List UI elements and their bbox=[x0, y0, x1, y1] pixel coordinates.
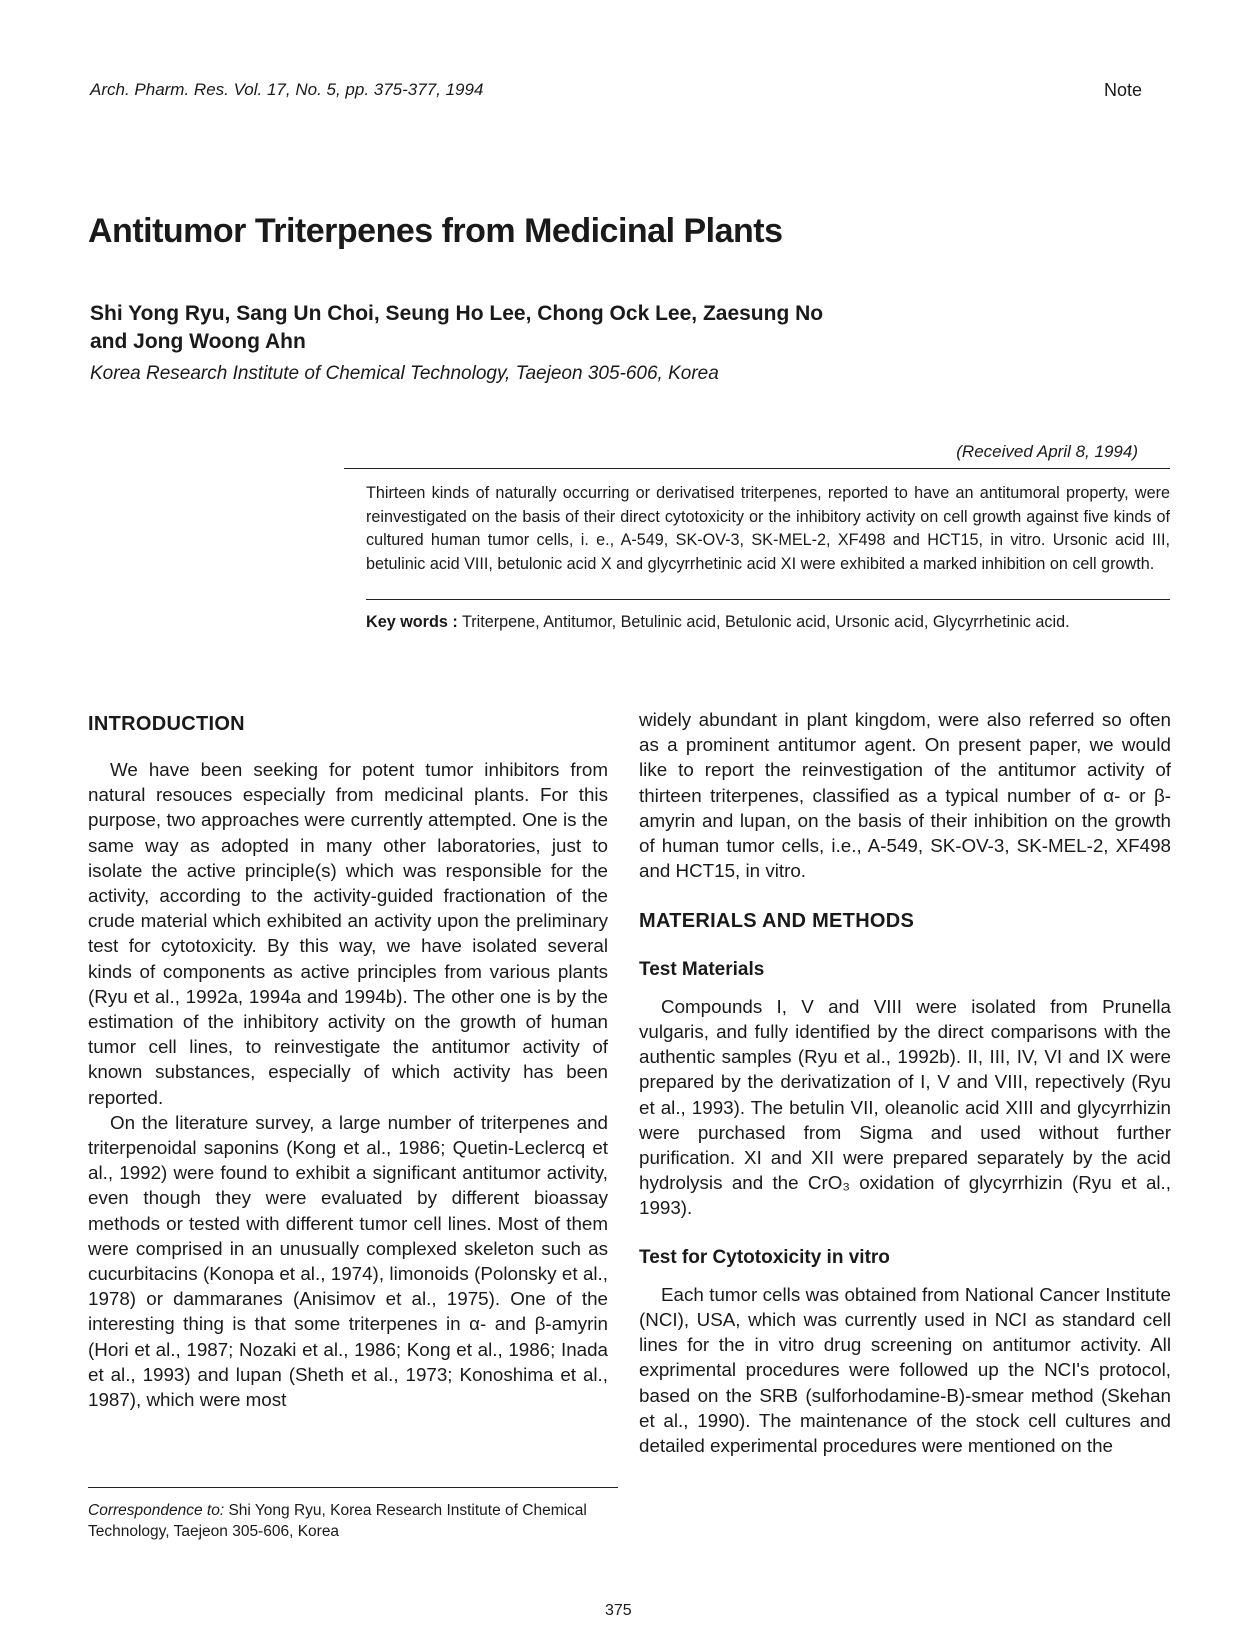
author-list bbox=[90, 300, 1090, 356]
article-title: Antitumor Triterpenes from Medicinal Plants bbox=[88, 212, 783, 250]
left-column bbox=[88, 730, 608, 1412]
abstract-top-rule bbox=[344, 468, 1170, 469]
methods-paragraph-2: Each tumor cells was obtained from National Cancer Institute (NCI), USA, which was currently used in NCI as standard cell lines for the in vitro drug screening on antitumor activity. All exprimental procedures were followed up the NCI's protocol, based on the SRB (sulforhodamine-B)-smear method (Skehan et al., 1990). The maintenance of the stock cell cultures and detailed experimental procedures were mentioned on the bbox=[639, 1283, 1171, 1457]
keywords-text: Triterpene, Antitumor, Betulinic acid, Betulonic acid, Ursonic acid, Glycyrrhetinic acid. bbox=[461, 613, 1070, 631]
footnote-rule bbox=[88, 1487, 618, 1488]
keywords-label: Key words : bbox=[366, 613, 458, 631]
introduction-heading: INTRODUCTION bbox=[88, 713, 245, 735]
intro-paragraph-2: On the literature survey, a large number of triterpenes and triterpenoidal saponins (Kong et al., 1986; Quetin-Leclercq et al., 1992) were found to exhibit a significant antitumor activity, even though they were evaluated by different bioassay methods or tested with different tumor cell lines. Most of them were comprised in an unusually complexed skeleton such as cucurbitacins (Konopa et al., 1974), limonoids (Polonsky et al., 1978) or dammaranes (Anisimov et al., 1975). One of the interesting thing is that some triterpenes in α- and β-amyrin (Hori et al., 1987; Nozaki et al., 1986; Kong et al., 1986; Inada et al., 1993) and lupan (Sheth et al., 1973; Konoshima et al., 1987), which were most bbox=[88, 1111, 608, 1411]
footnote-label: Correspondence to: bbox=[88, 1502, 225, 1519]
methods-heading: MATERIALS AND METHODS bbox=[639, 910, 915, 933]
authors-line-1: Shi Yong Ryu, Sang Un Choi, Seung Ho Lee, Chong Ock Lee, Zaesung No bbox=[90, 302, 824, 325]
test-materials-heading: Test Materials bbox=[639, 958, 765, 980]
received-date: (Received April 8, 1994) bbox=[956, 442, 1138, 461]
journal-citation: Arch. Pharm. Res. Vol. 17, No. 5, pp. 375-377, 1994 bbox=[90, 80, 484, 99]
correspondence-footnote bbox=[88, 1500, 618, 1542]
right-column bbox=[639, 707, 1171, 1458]
authors-line-2: and Jong Woong Ahn bbox=[90, 330, 306, 353]
cytotoxicity-heading: Test for Cytotoxicity in vitro bbox=[639, 1246, 890, 1268]
keywords bbox=[366, 611, 1170, 635]
abstract: Thirteen kinds of naturally occurring or derivatised triterpenes, reported to have an antitumoral property, were reinvestigated on the basis of their direct cytotoxicity or the inhibitory activity on cell growth against five kinds of cultured human tumor cells, i. e., A-549, SK-OV-3, SK-MEL-2, XF498 and HCT15, in vitro. Ursonic acid III, betulinic acid VIII, betulonic acid X and glycyrrhetinic acid XI were exhibited a marked inhibition on cell growth. bbox=[366, 484, 1170, 573]
article-type-label: Note bbox=[1103, 80, 1142, 100]
intro-paragraph-1: We have been seeking for potent tumor inhibitors from natural resouces especially from medicinal plants. For this purpose, two approaches were currently attempted. One is the same way as adopted in many other laboratories, just to isolate the active principle(s) which was responsible for the activity, according to the activity-guided fractionation of the crude material which exhibited an activity upon the preliminary test for cytotoxicity. By this way, we have isolated several kinds of components as active principles from various plants (Ryu et al., 1992a, 1994a and 1994b). The other one is by the estimation of the inhibitory activity on the growth of human tumor cell lines, to reinvestigate the antitumor activity of known substances, especially of which activity has been reported. bbox=[88, 759, 608, 1108]
intro-paragraph-3: widely abundant in plant kingdom, were also referred so often as a prominent antitumor agent. On present paper, we would like to report the reinvestigation of the antitumor activity of thirteen triterpenes, classified as a typical number of α- or β-amyrin and lupan, on the basis of their inhibition on the growth of human tumor cells, i.e., A-549, SK-OV-3, SK-MEL-2, XF498 and HCT15, in vitro. bbox=[639, 709, 1171, 882]
keywords-rule bbox=[366, 599, 1170, 600]
footnote-text: Shi Yong Ryu, Korea Research Institute of Chemical Technology, Taejeon 305-606, Korea bbox=[88, 1502, 587, 1540]
affiliation: Korea Research Institute of Chemical Technology, Taejeon 305-606, Korea bbox=[90, 363, 719, 384]
page-number: 375 bbox=[605, 1602, 632, 1619]
methods-paragraph-1: Compounds I, V and VIII were isolated from Prunella vulgaris, and fully identified by the direct comparisons with the authentic samples (Ryu et al., 1992b). II, III, IV, VI and IX were prepared by the derivatization of I, V and VIII, repectively (Ryu et al., 1993). The betulin VII, oleanolic acid XIII and glycyrrhizin were purchased from Sigma and used without further purification. XI and XII were prepared separately by the acid hydrolysis and the CrO₃ oxidation of glycyrrhizin (Ryu et al., 1993). bbox=[639, 995, 1171, 1219]
